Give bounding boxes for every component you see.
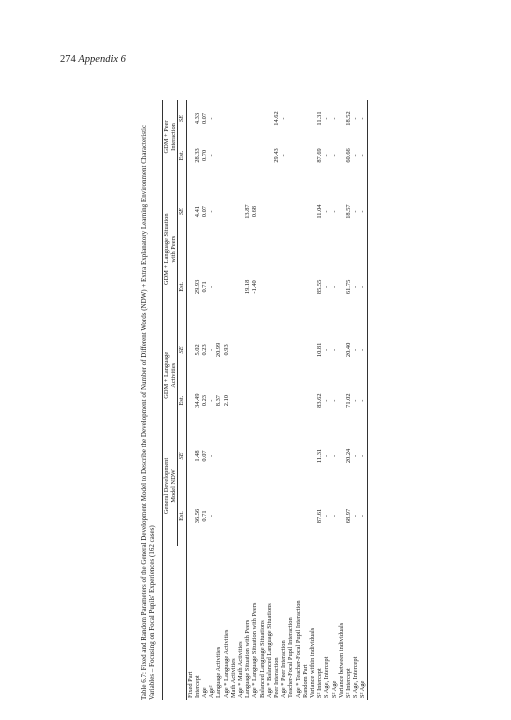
- table-cell: [215, 137, 222, 174]
- table-cell: [309, 137, 316, 174]
- table-row: [316, 100, 323, 700]
- row-label: S² Age: [330, 680, 338, 698]
- group-header-1-line2: Model NDW: [170, 426, 178, 546]
- table-cell: [280, 174, 287, 249]
- row-label: S² Intercept: [345, 668, 353, 698]
- table-cell: -: [323, 348, 331, 351]
- table-cell: 18.57: [345, 204, 353, 219]
- table-cell: [295, 174, 302, 249]
- table-cell: [237, 100, 244, 137]
- table-cell: 0.23: [201, 395, 209, 407]
- table-cell: [338, 375, 345, 426]
- subheader-row: [178, 100, 186, 700]
- row-label: Age * Language Situation with Peers: [251, 602, 259, 698]
- results-table: [162, 100, 368, 700]
- table-body: [186, 100, 367, 700]
- table-cell: [273, 486, 280, 546]
- table-cell: [273, 325, 280, 376]
- table-cell: [237, 174, 244, 249]
- table-cell: -: [208, 399, 216, 402]
- table-cell: [223, 426, 230, 486]
- table-cell: 0.68: [251, 206, 259, 218]
- table-cell: [295, 426, 302, 486]
- row-label: Age * Language Activities: [222, 629, 230, 698]
- table-cell: [302, 486, 309, 546]
- table-cell: -: [352, 399, 360, 402]
- row-label: S Age, Intercept: [323, 656, 331, 698]
- table-row: [338, 100, 345, 700]
- table-cell: [309, 426, 316, 486]
- table-cell: -: [359, 325, 367, 376]
- table-cell: [280, 375, 287, 426]
- table-cell: [338, 249, 345, 324]
- table-cell: -: [352, 285, 360, 288]
- header-blank: [170, 546, 178, 700]
- table-cell: [273, 375, 280, 426]
- table-row: [280, 100, 287, 700]
- table-cell: [309, 486, 316, 546]
- table-cell: [186, 486, 194, 546]
- table-cell: [244, 100, 251, 137]
- table-cell: -: [359, 100, 367, 137]
- table-cell: 19.18: [244, 279, 252, 295]
- row-label: Balanced Language Situations: [258, 620, 266, 698]
- table-cell: [186, 100, 194, 137]
- table-cell: [215, 486, 222, 546]
- table-row: [194, 100, 201, 700]
- row-label: Age * Teacher-Focal Pupil Interaction: [294, 600, 302, 698]
- table-cell: 0.07: [201, 112, 209, 125]
- row-label: Intercept: [193, 675, 201, 698]
- table-cell: 5.02: [193, 344, 201, 356]
- table-cell: [280, 426, 287, 486]
- table-cell: -: [323, 285, 331, 288]
- group-header-4-line2: Interaction: [170, 100, 178, 174]
- table-cell: 0.71: [201, 510, 209, 522]
- group-header-1-line1: General Development: [163, 426, 171, 546]
- table-cell: [230, 100, 237, 137]
- table-row: [251, 100, 258, 700]
- table-cell: [215, 174, 222, 249]
- table-cell: [287, 426, 294, 486]
- table-cell: 0.23: [201, 344, 209, 356]
- table-cell: -1.40: [251, 280, 259, 294]
- table-cell: [295, 375, 302, 426]
- table-cell: [338, 137, 345, 174]
- table-cell: -: [352, 117, 360, 120]
- subheader-est: Est.: [178, 486, 186, 546]
- table-cell: 20.24: [345, 448, 353, 464]
- table-cell: 71.02: [345, 393, 353, 408]
- table-cell: -: [208, 348, 216, 351]
- table-cell: -: [323, 454, 331, 458]
- table-cell: -: [323, 117, 331, 120]
- table-cell: -: [330, 454, 338, 458]
- table-cell: [244, 375, 251, 426]
- table-cell: -: [208, 154, 216, 157]
- table-cell: 8.37: [215, 395, 223, 407]
- group-header-3-line1: GDM + Language Situation: [163, 174, 171, 325]
- table-row: [215, 100, 222, 700]
- table-cell: [244, 486, 251, 546]
- table-cell: -: [330, 117, 338, 120]
- table-row: [266, 100, 273, 700]
- table-cell: [186, 426, 194, 486]
- subheader-blank: [178, 546, 186, 700]
- table-row: [345, 100, 352, 700]
- table-cell: [280, 325, 287, 376]
- table-cell: [295, 100, 302, 137]
- table-cell: [287, 486, 294, 546]
- row-label: Language Activities: [215, 646, 223, 698]
- table-cell: -: [359, 174, 367, 249]
- table-cell: [244, 325, 251, 376]
- row-label: Random Part: [301, 664, 309, 698]
- table-cell: [309, 100, 316, 137]
- table-cell: [287, 137, 294, 174]
- table-cell: -: [352, 514, 360, 518]
- subheader-se: SE: [178, 174, 186, 249]
- table-cell: -: [352, 154, 360, 157]
- table-cell: [302, 325, 309, 376]
- subheader-est: Est.: [178, 375, 186, 426]
- table-cell: -: [208, 454, 216, 458]
- group-header-row-2: [170, 100, 178, 700]
- table-cell: [237, 486, 244, 546]
- table-cell: 61.75: [345, 279, 353, 295]
- group-header-4-line1: GDM + Peer: [163, 100, 171, 174]
- table-cell: [266, 325, 273, 376]
- table-cell: -: [323, 399, 331, 402]
- table-row: [237, 100, 244, 700]
- table-cell: [251, 486, 258, 546]
- table-cell: -: [352, 210, 360, 213]
- table-cell: -: [359, 426, 367, 486]
- table-cell: [338, 100, 345, 137]
- table-cell: 85.55: [316, 279, 324, 295]
- table-cell: [266, 249, 273, 324]
- table-row: [359, 100, 367, 700]
- table-cell: 83.62: [316, 393, 324, 408]
- table-cell: -: [359, 486, 367, 546]
- table-cell: 14.62: [273, 111, 281, 126]
- table-cell: [237, 375, 244, 426]
- table-cell: 20.40: [345, 342, 353, 358]
- table-cell: [244, 426, 251, 486]
- table-cell: [259, 100, 266, 137]
- table-cell: -: [208, 117, 216, 120]
- table-cell: [302, 137, 309, 174]
- table-cell: 28.33: [193, 148, 201, 163]
- table-cell: [338, 486, 345, 546]
- row-label: Fixed Part: [186, 671, 194, 698]
- table-row: [309, 100, 316, 700]
- subheader-est: Est.: [178, 137, 186, 174]
- table-cell: [295, 325, 302, 376]
- header-blank: [163, 546, 171, 700]
- table-cell: [309, 375, 316, 426]
- table-cell: 20.99: [215, 342, 223, 358]
- table-cell: [266, 375, 273, 426]
- table-cell: -: [280, 117, 288, 120]
- table-cell: [186, 325, 194, 376]
- rotated-table-block: [140, 100, 470, 700]
- table-cell: -: [208, 514, 216, 518]
- table-cell: [251, 426, 258, 486]
- table-cell: [302, 426, 309, 486]
- table-cell: -: [359, 137, 367, 174]
- table-row: [352, 100, 359, 700]
- table-cell: [230, 375, 237, 426]
- table-cell: [251, 325, 258, 376]
- page-number: 274: [60, 54, 76, 65]
- row-label: Age * Peer Interaction: [280, 640, 288, 698]
- table-cell: [223, 486, 230, 546]
- table-cell: 60.66: [345, 148, 353, 163]
- table-row: [302, 100, 309, 700]
- table-cell: 87.69: [316, 148, 324, 163]
- table-row: [230, 100, 237, 700]
- table-cell: [230, 486, 237, 546]
- table-cell: -: [330, 348, 338, 351]
- table-cell: [259, 426, 266, 486]
- table-row: [259, 100, 266, 700]
- group-header-row-1: [163, 100, 171, 700]
- table-cell: 2.10: [222, 395, 230, 407]
- row-label: Peer Interaction: [273, 657, 281, 698]
- group-header-3-line2: with Peers: [170, 174, 178, 325]
- table-cell: [280, 486, 287, 546]
- table-cell: 87.61: [316, 508, 324, 524]
- table-cell: [287, 375, 294, 426]
- row-label: Teacher-Focal Pupil Interaction: [287, 617, 295, 698]
- table-row: [295, 100, 302, 700]
- group-header-2-line1: GDM + Language: [163, 325, 171, 426]
- table-cell: -: [359, 375, 367, 426]
- table-cell: [259, 249, 266, 324]
- table-cell: [230, 137, 237, 174]
- table-cell: [251, 375, 258, 426]
- table-cell: [302, 174, 309, 249]
- table-cell: [287, 174, 294, 249]
- table-row: [201, 100, 208, 700]
- table-cell: [186, 137, 194, 174]
- table-cell: 0.70: [201, 149, 209, 162]
- table-cell: [186, 249, 194, 324]
- table-cell: [223, 100, 230, 137]
- table-cell: [237, 137, 244, 174]
- table-cell: [266, 100, 273, 137]
- table-row: [186, 100, 194, 700]
- table-cell: [215, 426, 222, 486]
- table-cell: [230, 174, 237, 249]
- table-cell: [295, 486, 302, 546]
- table-cell: [338, 325, 345, 376]
- table-cell: [186, 375, 194, 426]
- table-cell: 29.93: [193, 279, 201, 295]
- table-cell: -: [352, 348, 360, 351]
- table-cell: [259, 174, 266, 249]
- table-cell: [273, 426, 280, 486]
- table-cell: 29.43: [273, 148, 281, 163]
- row-label: S² Age: [359, 546, 367, 700]
- table-cell: [287, 100, 294, 137]
- table-row: [223, 100, 230, 700]
- table-cell: [302, 100, 309, 137]
- subheader-se: SE: [178, 426, 186, 486]
- table-cell: 10.81: [316, 342, 324, 358]
- table-cell: [287, 249, 294, 324]
- table-cell: [186, 174, 194, 249]
- row-label: Age²: [208, 685, 216, 698]
- row-label: S² Intercept: [316, 668, 324, 698]
- table-cell: [309, 249, 316, 324]
- table-cell: 0.07: [201, 450, 209, 462]
- row-label: Age * Balanced Language Situations: [265, 603, 273, 698]
- row-label: Math Activities: [229, 658, 237, 698]
- table-caption: Table 6.7: Fixed and Random Parameters of the General Development Model to Describe the Development of Number of Different Words (NDW) + Extra Explanatory Learning Environment Characteristic Variables – Focusing on Focal Pupils' Experiences (162 cases): [140, 124, 156, 700]
- table-cell: [295, 137, 302, 174]
- table-cell: -: [323, 154, 331, 157]
- table-cell: [266, 174, 273, 249]
- table-cell: [338, 426, 345, 486]
- table-cell: 36.56: [193, 508, 201, 524]
- running-title: Appendix 6: [78, 54, 126, 65]
- table-cell: -: [330, 399, 338, 402]
- table-cell: 11.31: [316, 448, 324, 464]
- table-cell: 0.07: [201, 206, 209, 218]
- table-row: [244, 100, 251, 700]
- row-label: Age: [201, 687, 209, 698]
- table-cell: 68.97: [345, 508, 353, 524]
- table-cell: 13.87: [244, 204, 252, 219]
- table-row: [208, 100, 215, 700]
- table-cell: [237, 426, 244, 486]
- table-cell: [266, 486, 273, 546]
- table-cell: -: [330, 285, 338, 288]
- table-cell: -: [280, 154, 288, 157]
- table-cell: -: [323, 514, 331, 518]
- table-cell: [251, 100, 258, 137]
- table-cell: [251, 137, 258, 174]
- table-cell: [273, 249, 280, 324]
- table-row: [331, 100, 338, 700]
- table-cell: -: [352, 454, 360, 458]
- table-cell: [266, 426, 273, 486]
- table-cell: -: [359, 249, 367, 324]
- group-header-2-line2: Activities: [170, 325, 178, 426]
- table-cell: 4.41: [193, 206, 201, 218]
- row-label: Variance between individuals: [337, 622, 345, 698]
- table-cell: [223, 174, 230, 249]
- table-cell: [273, 174, 280, 249]
- table-cell: [280, 249, 287, 324]
- table-cell: [309, 325, 316, 376]
- table-cell: -: [330, 154, 338, 157]
- row-label: S Age, Intercept: [352, 656, 360, 698]
- table-cell: [230, 325, 237, 376]
- table-cell: [302, 375, 309, 426]
- table-cell: [309, 174, 316, 249]
- row-label: Age * Math Activities: [237, 641, 245, 698]
- table-cell: 0.93: [222, 344, 230, 356]
- table-cell: [237, 325, 244, 376]
- table-cell: [259, 375, 266, 426]
- table-cell: -: [330, 210, 338, 213]
- table-cell: [230, 426, 237, 486]
- table-cell: [338, 174, 345, 249]
- subheader-se: SE: [178, 325, 186, 376]
- table-cell: [302, 249, 309, 324]
- table-cell: [223, 137, 230, 174]
- table-cell: 11.31: [316, 111, 324, 126]
- table-cell: -: [323, 210, 331, 213]
- table-cell: [230, 249, 237, 324]
- table-cell: 18.52: [345, 111, 353, 126]
- table-cell: -: [208, 285, 216, 288]
- row-label: Language Situation with Peers: [244, 619, 252, 698]
- table-cell: [215, 100, 222, 137]
- table-cell: [259, 137, 266, 174]
- table-row: [323, 100, 330, 700]
- table-cell: [223, 249, 230, 324]
- table-cell: [287, 325, 294, 376]
- page-header: [60, 54, 126, 65]
- table-cell: [295, 249, 302, 324]
- table-cell: 34.49: [193, 393, 201, 408]
- row-label: Variance within individuals: [309, 627, 317, 698]
- table-cell: [259, 325, 266, 376]
- table-row: [287, 100, 294, 700]
- table-cell: [237, 249, 244, 324]
- table-cell: -: [330, 514, 338, 518]
- table-cell: 11.04: [316, 204, 324, 219]
- table-cell: 4.33: [193, 112, 201, 125]
- table-cell: -: [208, 210, 216, 213]
- table-cell: 0.71: [201, 281, 209, 293]
- table-cell: [266, 137, 273, 174]
- table-cell: [215, 249, 222, 324]
- table-cell: [259, 486, 266, 546]
- table-row: [273, 100, 280, 700]
- table-cell: [244, 137, 251, 174]
- subheader-est: Est.: [178, 249, 186, 324]
- table-cell: 1.48: [193, 450, 201, 462]
- subheader-se: SE: [178, 100, 186, 137]
